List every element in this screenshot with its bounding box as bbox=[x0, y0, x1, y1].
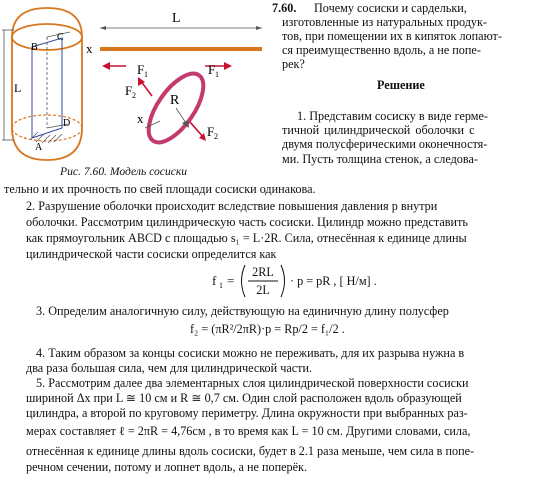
figure-caption: Рис. 7.60. Модель сосиски bbox=[60, 165, 188, 178]
label-f2-upper: F bbox=[125, 83, 133, 98]
p5-line-5: отнесённая к единице длины вдоль сосиски, будет в 2.1 раза меньше, чем сила в попе- bbox=[26, 444, 475, 458]
problem-number: 7.60. bbox=[272, 1, 297, 15]
p4-line-1: 4. Таким образом за концы сосиски можно не переживать, для их разрыва нужна в bbox=[36, 346, 465, 360]
problem-line-2: изготовленные из натуральных продук- bbox=[282, 15, 487, 29]
p5-line-3: цилиндра, а второй по круговому периметру. Длина окружности при выбранных раз- bbox=[26, 406, 468, 420]
label-x-top: x bbox=[86, 41, 93, 56]
equation-f1: f 1 = 2RL 2L · p = pR , [ Н/м] . bbox=[212, 265, 377, 297]
p5-line-2: шириной Δx при L ≅ 10 см и R ≅ 0,7 см. Один слой расположен вдоль образующей bbox=[26, 391, 462, 405]
svg-text:1: 1 bbox=[215, 70, 219, 79]
problem-line-3: тов, при помещении их в кипяток лопают- bbox=[282, 29, 502, 43]
p5-line-4: мерах составляет ℓ = 2πR = 4,76см , в то время как L = 10 см. Другими словами, сила, bbox=[26, 424, 471, 438]
p2-line-2: оболочки. Рассмотрим цилиндрическую часть сосиски. Цилиндр можно представить bbox=[26, 215, 468, 229]
svg-text:1: 1 bbox=[144, 70, 148, 79]
label-x-ring: x bbox=[137, 111, 144, 126]
label-f1-left: F bbox=[137, 62, 145, 77]
eq1-numerator: 2RL bbox=[252, 265, 274, 279]
label-f1-right: F bbox=[208, 62, 216, 77]
label-R: R bbox=[170, 93, 180, 108]
p1-continuation: тельно и их прочность по свей площади сосиски одинакова. bbox=[4, 182, 316, 196]
p2-line-3: как прямоугольник ABCD с площадью s₁ = L·2R. Сила, отнесённая к единице длины bbox=[26, 231, 467, 245]
label-C: C bbox=[57, 32, 64, 43]
problem-line-5: рек? bbox=[282, 57, 305, 71]
svg-text:2: 2 bbox=[132, 91, 136, 100]
solution-title: Решение bbox=[377, 78, 425, 92]
label-L-side: L bbox=[14, 81, 22, 95]
eq1-rhs: · p = pR , [ Н/м] . bbox=[290, 274, 377, 288]
ring-diagram bbox=[125, 65, 218, 151]
p3-line: 3. Определим аналогичную силу, действующую на единичную длину полусфер bbox=[36, 304, 449, 318]
problem-line-4: ся преимущественно вдоль, а не попе- bbox=[282, 43, 481, 57]
svg-text:2: 2 bbox=[214, 132, 218, 141]
p1-line-3: двумя полусферическими оконечностя- bbox=[282, 137, 488, 151]
longitudinal-strip bbox=[100, 47, 262, 51]
capsule-top-dome bbox=[12, 8, 82, 37]
p4-line-2: два раза большая сила, чем для цилиндрической части. bbox=[26, 361, 313, 375]
p2-line-4: цилиндрической части сосиски определится как bbox=[26, 247, 277, 261]
p1-line-4: ми. Пусть толщина стенок, а следова- bbox=[282, 152, 478, 166]
figure-sausage-model bbox=[0, 0, 270, 178]
label-B: B bbox=[31, 42, 38, 53]
p5-line-6: речном сечении, потому и лопнет вдоль, а не поперёк. bbox=[26, 460, 308, 474]
label-L-top: L bbox=[172, 11, 181, 26]
problem-line-1: Почему сосиски и сардельки, bbox=[314, 1, 467, 15]
label-A: A bbox=[35, 142, 43, 153]
p1-line-2: тичной цилиндрической оболочки с bbox=[282, 123, 475, 137]
eq1-denominator: 2L bbox=[256, 283, 270, 297]
label-f2-lower: F bbox=[207, 124, 215, 139]
label-D: D bbox=[63, 118, 71, 129]
p2-line-1: 2. Разрушение оболочки происходит вследствие повышения давления p внутри bbox=[26, 199, 438, 213]
p1-line-1: 1. Представим сосиску в виде герме- bbox=[297, 109, 488, 123]
p5-line-1: 5. Рассмотрим далее два элементарных слоя цилиндрической поверхности сосиски bbox=[36, 376, 469, 390]
capsule-diagram bbox=[2, 8, 82, 160]
longitudinal-strip-diagram bbox=[86, 11, 262, 79]
equation-f2: f₂ = (πR²/2πR)·p = Rp/2 = f₁/2 . bbox=[190, 322, 345, 336]
